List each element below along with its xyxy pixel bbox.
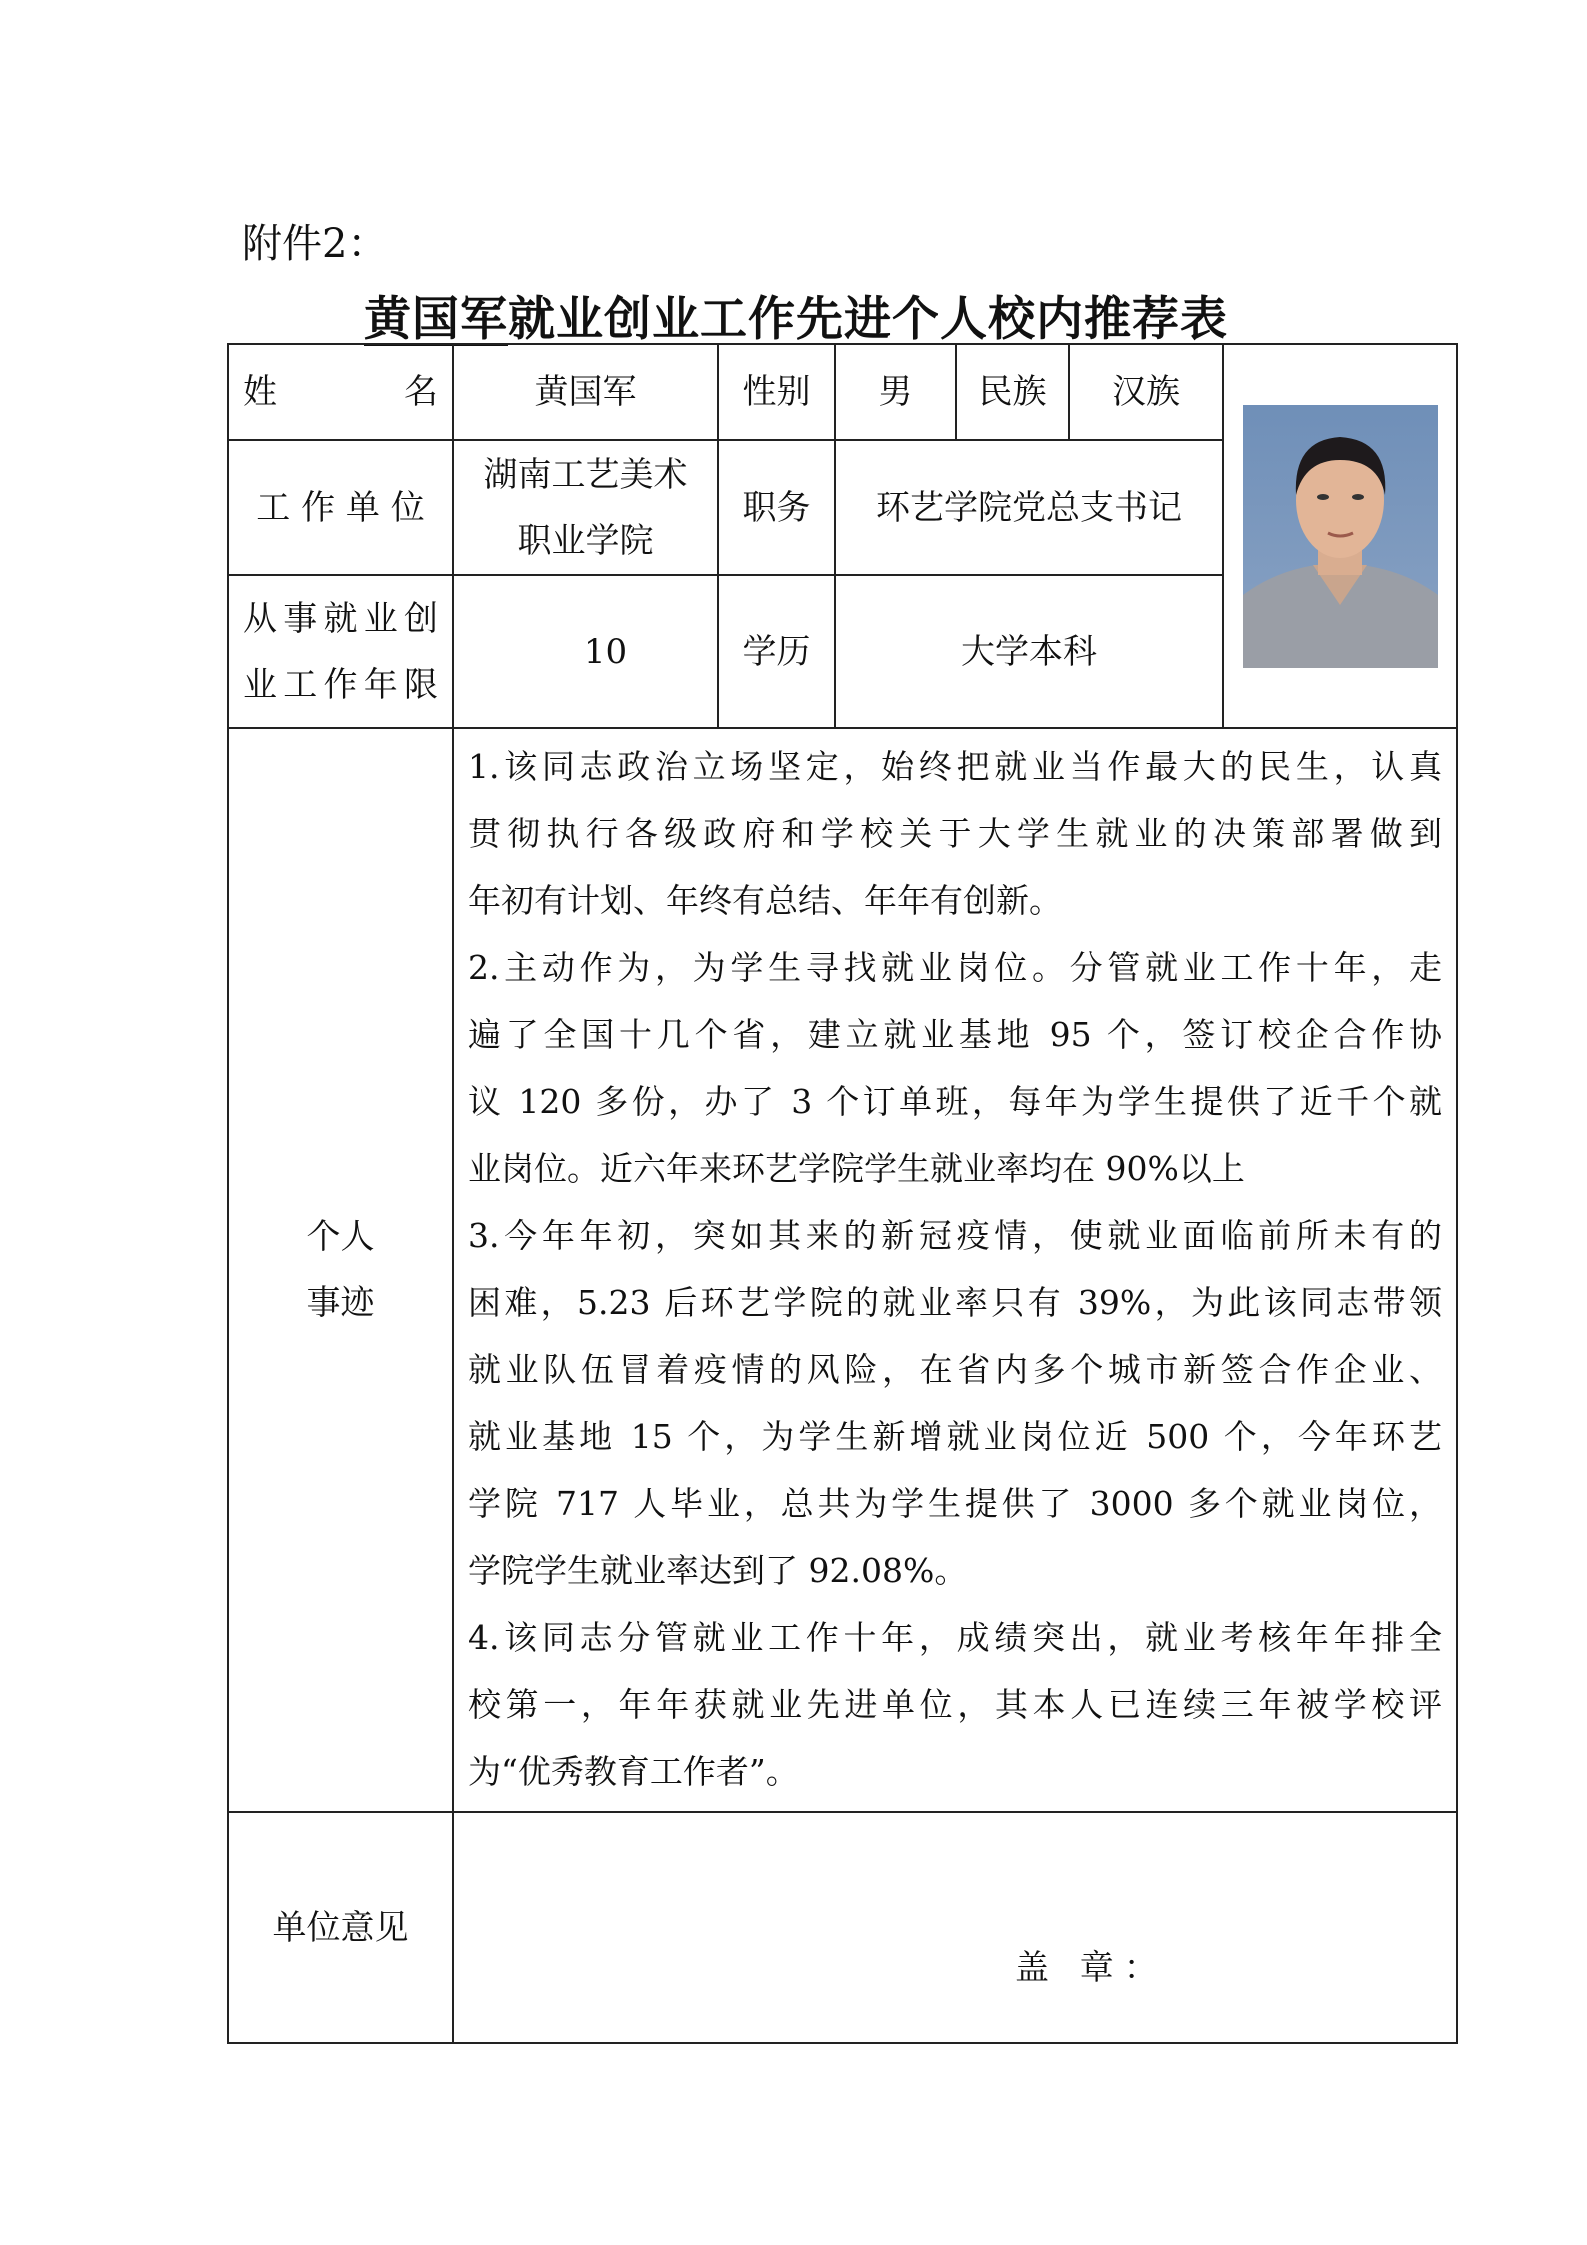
education-value: 大学本科 [835, 575, 1223, 728]
education-label: 学历 [718, 575, 835, 728]
gender-value: 男 [835, 344, 956, 440]
work-unit-line-1: 湖南工艺美术 [483, 454, 688, 495]
deeds-line: 3.今年年初，突如其来的新冠疫情，使就业面临前所未有的 [468, 1216, 1442, 1255]
years-label [228, 575, 453, 728]
gender-label: 性别 [718, 344, 835, 440]
stamp-label: 盖 章： [1015, 1948, 1168, 1988]
deeds-line: 业岗位。近六年来环艺学院学生就业率均在 90%以上 [468, 1149, 1245, 1188]
ethnicity-value: 汉族 [1069, 344, 1223, 440]
deeds-line: 2.主动作为，为学生寻找就业岗位。分管就业工作十年，走 [468, 948, 1442, 987]
deeds-line: 1.该同志政治立场坚定，始终把就业当作最大的民生，认真 [468, 747, 1442, 786]
deeds-line: 遍了全国十几个省，建立就业基地 95 个，签订校企合作协 [468, 1015, 1442, 1054]
deeds-content [453, 728, 1457, 1812]
deeds-line: 议 120 多份，办了 3 个订单班，每年为学生提供了近千个就 [468, 1082, 1442, 1121]
years-label-line-1: 从事就业创 [243, 598, 438, 639]
deeds-line: 贯彻执行各级政府和学校关于大学生就业的决策部署做到 [468, 814, 1442, 853]
title-rest: 就业创业工作先进个人校内推荐表 [508, 292, 1228, 347]
deeds-line: 困难，5.23 后环艺学院的就业率只有 39%，为此该同志带领 [468, 1283, 1442, 1322]
ethnicity-label: 民族 [956, 344, 1069, 440]
work-unit-label: 工 作 单 位 [228, 440, 453, 575]
opinion-label: 单位意见 [228, 1812, 453, 2043]
position-label: 职务 [718, 440, 835, 575]
name-label-cell [228, 344, 453, 440]
name-label-1: 姓 [243, 372, 277, 412]
opinion-field[interactable] [453, 1812, 1457, 2043]
name-label-2: 名 [404, 372, 438, 412]
deeds-line: 就业队伍冒着疫情的风险，在省内多个城市新签合作企业、 [468, 1350, 1442, 1389]
deeds-line: 校第一，年年获就业先进单位，其本人已连续三年被学校评 [468, 1685, 1442, 1724]
years-label-line-2: 业工作年限 [243, 664, 438, 705]
deeds-label-line-2: 事迹 [306, 1283, 375, 1323]
position-value: 环艺学院党总支书记 [835, 440, 1223, 575]
deeds-line: 学院学生就业率达到了 92.08%。 [468, 1551, 968, 1590]
deeds-line: 学院 717 人毕业，总共为学生提供了 3000 多个就业岗位， [468, 1484, 1442, 1523]
work-unit-line-2: 职业学院 [517, 520, 654, 561]
deeds-line: 为“优秀教育工作者”。 [468, 1752, 799, 1791]
title-name: 黄国军 [364, 292, 508, 347]
photo-cell [1223, 344, 1457, 728]
page-title [364, 282, 1228, 349]
deeds-line: 年初有计划、年终有总结、年年有创新。 [468, 881, 1062, 920]
deeds-line: 就业基地 15 个，为学生新增就业岗位近 500 个，今年环艺 [468, 1417, 1442, 1456]
attachment-label: 附件2： [242, 221, 388, 267]
deeds-line: 4.该同志分管就业工作十年，成绩突出，就业考核年年排全 [468, 1618, 1442, 1657]
years-value: 10 [453, 575, 718, 728]
deeds-label-line-1: 个人 [306, 1217, 375, 1257]
recommendation-form-table [227, 343, 1458, 2044]
portrait-photo [1243, 405, 1438, 668]
work-unit-value [453, 440, 718, 575]
name-value: 黄国军 [453, 344, 718, 440]
deeds-label [228, 728, 453, 1812]
